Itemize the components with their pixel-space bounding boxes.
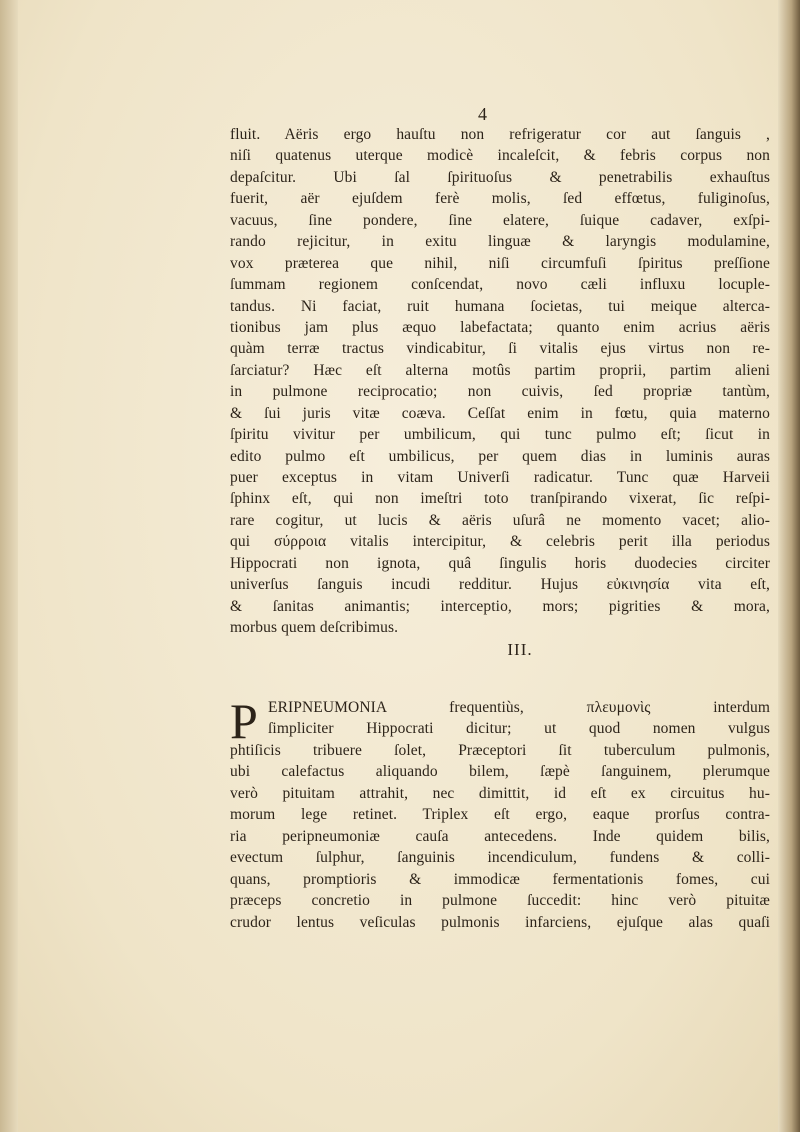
text-line: ubi calefactus aliquando bilem, ſæpè ſanguinem, plerumque [230,763,770,781]
text-line: rare cogitur, ut lucis & aëris uſurâ ne momento vacet; alio- [230,511,770,529]
text-line: depaſcitur. Ubi ſal ſpirituoſus & penetrabilis exhauſtus [230,168,770,186]
paragraph-2 [230,740,770,933]
text-line: ſphinx eſt, qui non imeſtri toto tranſpirando vixerat, ſic reſpi- [230,490,770,508]
text-line: tionibus jam plus æquo labefactata; quanto enim acrius aëris [230,318,770,336]
text-line: præceps concretio in pulmone ſuccedit: hinc verò pituitæ [230,892,770,910]
text-line: ſummam regionem conſcendat, novo cæli influxu locuple- [230,276,770,294]
text-line: fluit. Aëris ergo hauſtu non refrigeratur cor aut ſanguis , [230,126,770,143]
text-line: ria peripneumoniæ cauſa antecedens. Inde quidem bilis, [230,827,770,845]
text-line: tandus. Ni faciat, ruit humana ſocietas, tui meique alterca- [230,297,770,315]
text-line: morbus quem deſcribimus. [230,619,399,637]
text-line: quàm terræ tractus vindicabitur, ſi vitalis ejus virtus non re- [230,340,770,358]
text-line: vacuus, ſine pondere, ſine elatere, ſuique cadaver, exſpi- [230,211,770,229]
text-line: & ſui juris vitæ coæva. Ceſſat enim in fœtu, quia materno [230,404,770,422]
text-line: qui σύρροια vitalis intercipitur, & celebris perit illa periodus [230,533,770,551]
text-line: verò pituitam attrahit, nec dimittit, id eſt ex circuitus hu- [230,784,770,802]
text-line: univerſus ſanguis incudi redditur. Hujus εὐκινησία vita eſt, [230,576,770,594]
text-line: fuerit, aër ejuſdem ferè molis, ſed effœtus, fuliginoſus, [230,190,770,208]
text-line: ERIPNEUMONIA frequentiùs, πλευμονὶς interdum [268,699,770,716]
text-line: puer exceptus in vitam Univerſi radicatur. Tunc quæ Harveii [230,469,770,486]
paragraph-2-indented-lines [268,697,770,740]
text-line: ſpiritu vivitur per umbilicum, qui tunc pulmo eſt; ſicut in [230,426,770,444]
drop-cap-initial: P [230,693,258,749]
text-line: ſarciatur? Hæc eſt alterna motûs partim proprii, partim alieni [230,361,770,379]
page-number: 4 [478,104,487,124]
page-gutter-shadow [0,0,18,1132]
text-line: phtiſicis tribuere ſolet, Præceptori ſit tuberculum pulmonis, [230,742,770,759]
text-line: niſi quatenus uterque modicè incaleſcit, & febris corpus non [230,147,770,165]
paragraph-1 [230,124,770,661]
text-line: ſimpliciter Hippocrati dicitur; ut quod nomen vulgus [268,720,770,738]
page-edge-shadow [778,0,800,1132]
text-line: Hippocrati non ignota, quâ ſingulis horis duodecies circiter [230,554,770,572]
section-heading: III. [507,639,533,659]
text-line: in pulmone reciprocatio; non cuivis, ſed propriæ tantùm, [230,383,770,401]
text-line: vox præterea que nihil, niſi circumfuſi ſpiritus preſſione [230,254,770,272]
text-line: edito pulmo eſt umbilicus, per quem dias in luminis auras [230,447,770,465]
text-line: quans, promptioris & immodicæ fermentationis fomes, cui [230,870,770,888]
text-line: & ſanitas animantis; interceptio, mors; pigrities & mora, [230,597,770,615]
text-line: crudor lentus veſiculas pulmonis infarciens, ejuſque alas quaſi [230,913,770,931]
text-line: rando rejicitur, in exitu linguæ & laryngis modulamine, [230,233,770,251]
text-line: evectum ſulphur, ſanguinis incendiculum, fundens & colli- [230,849,770,867]
text-line: morum lege retinet. Triplex eſt ergo, eaque prorſus contra- [230,806,770,824]
